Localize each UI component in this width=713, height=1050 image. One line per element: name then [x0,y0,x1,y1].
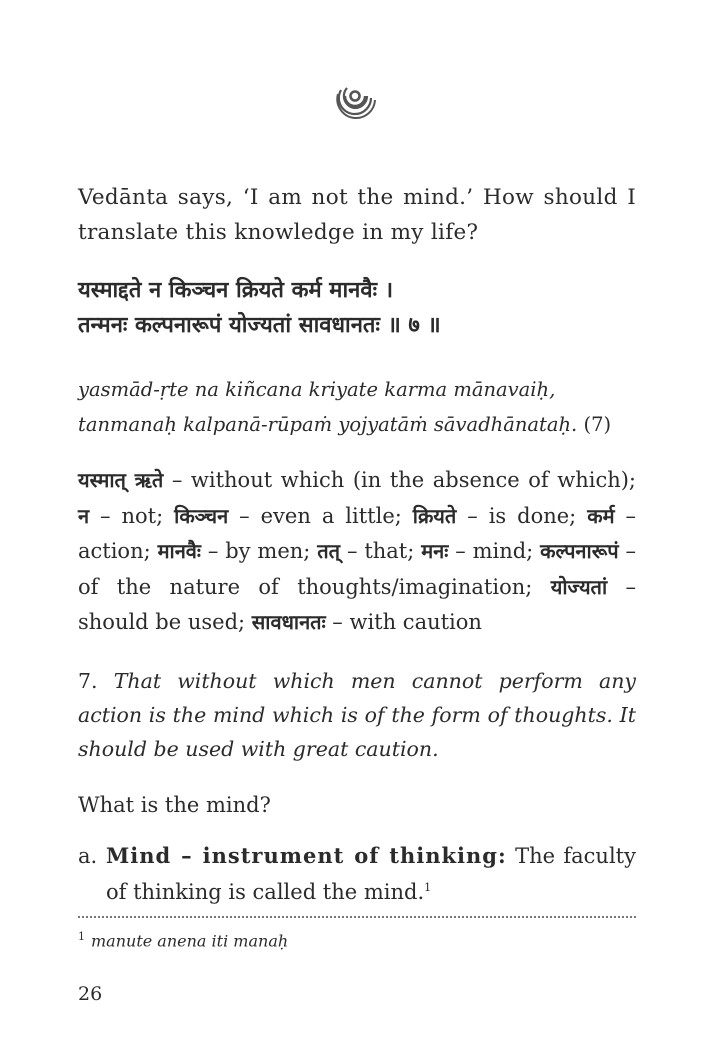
verse-translation-text: That without which men cannot perform any action is the mind which is of the form of thoughts. It should be used with great caution. [78,669,636,761]
sanskrit-verse-line-2: तन्मनः कल्पनारूपं योज्यतां सावधानतः ॥ ७ ॥ [78,312,441,338]
list-item-label: a. [78,844,98,868]
glossary-meaning: – not; [89,503,175,528]
verse-translation [78,664,636,766]
glossary-meaning: – mind; [448,539,541,563]
glossary-term: मनः [421,539,449,563]
glossary-meaning: – by men; [200,539,318,563]
sanskrit-verse [78,273,636,343]
sanskrit-verse-line-1: यस्माद्दते न किञ्चन क्रियते कर्म मानवैः । [78,277,394,303]
transliteration-line-2-text: tanmanaḥ kalpanā-rūpaṁ yojyatāṁ sāvadhānataḥ. [78,413,578,436]
list-item-body [106,840,636,908]
glossary-term: मानवैः [157,539,201,563]
word-glossary [78,463,636,641]
glossary-meaning: – is done; [456,503,588,528]
list-item [78,840,636,908]
footnote-reference[interactable]: 1 [424,881,432,894]
glossary-term: कल्पनारूपं [540,539,619,563]
verse-translation-number: 7. [78,669,114,693]
glossary-meaning: – that; [340,539,422,563]
glossary-meaning: – of the nature of thoughts/imagination; [78,539,636,599]
transliteration-line-2 [78,407,636,442]
glossary-term: सावधानतः [251,610,326,634]
glossary-meaning: – should be used; [78,574,636,634]
glossary-meaning: – even a little; [228,503,413,528]
verse-number: (7) [577,413,612,436]
glossary-meaning: – action; [78,503,636,563]
glossary-term: योज्यतां [550,574,608,599]
list-item-heading: Mind – instrument of thinking: [106,843,507,868]
glossary-term: कर्म [587,503,615,528]
question-heading: What is the mind? [78,793,271,817]
glossary-meaning: – with caution [325,610,482,634]
page-number: 26 [78,983,103,1005]
footnote-divider [78,916,636,918]
glossary-term: तत् [317,539,341,563]
footnote-text: manute anena iti manaḥ [91,931,289,951]
list-item-text: The faculty of thinking is called the mind. [106,844,636,904]
glossary-term: यस्मात् ऋते [78,468,164,492]
transliteration [78,372,636,442]
transliteration-line-1: yasmād-ṛte na kiñcana kriyate karma mānavaiḥ, [78,378,556,401]
spiral-ornament-icon [331,74,379,122]
footnote-number: 1 [78,930,85,943]
glossary-meaning: – without which (in the absence of which); [163,468,637,492]
glossary-term: न [78,503,90,528]
glossary-term: किञ्चन [174,503,229,528]
intro-paragraph: Vedānta says, ‘I am not the mind.’ How should I translate this knowledge in my life? [78,185,636,245]
footnote [78,926,288,952]
glossary-term: क्रियते [412,503,457,528]
